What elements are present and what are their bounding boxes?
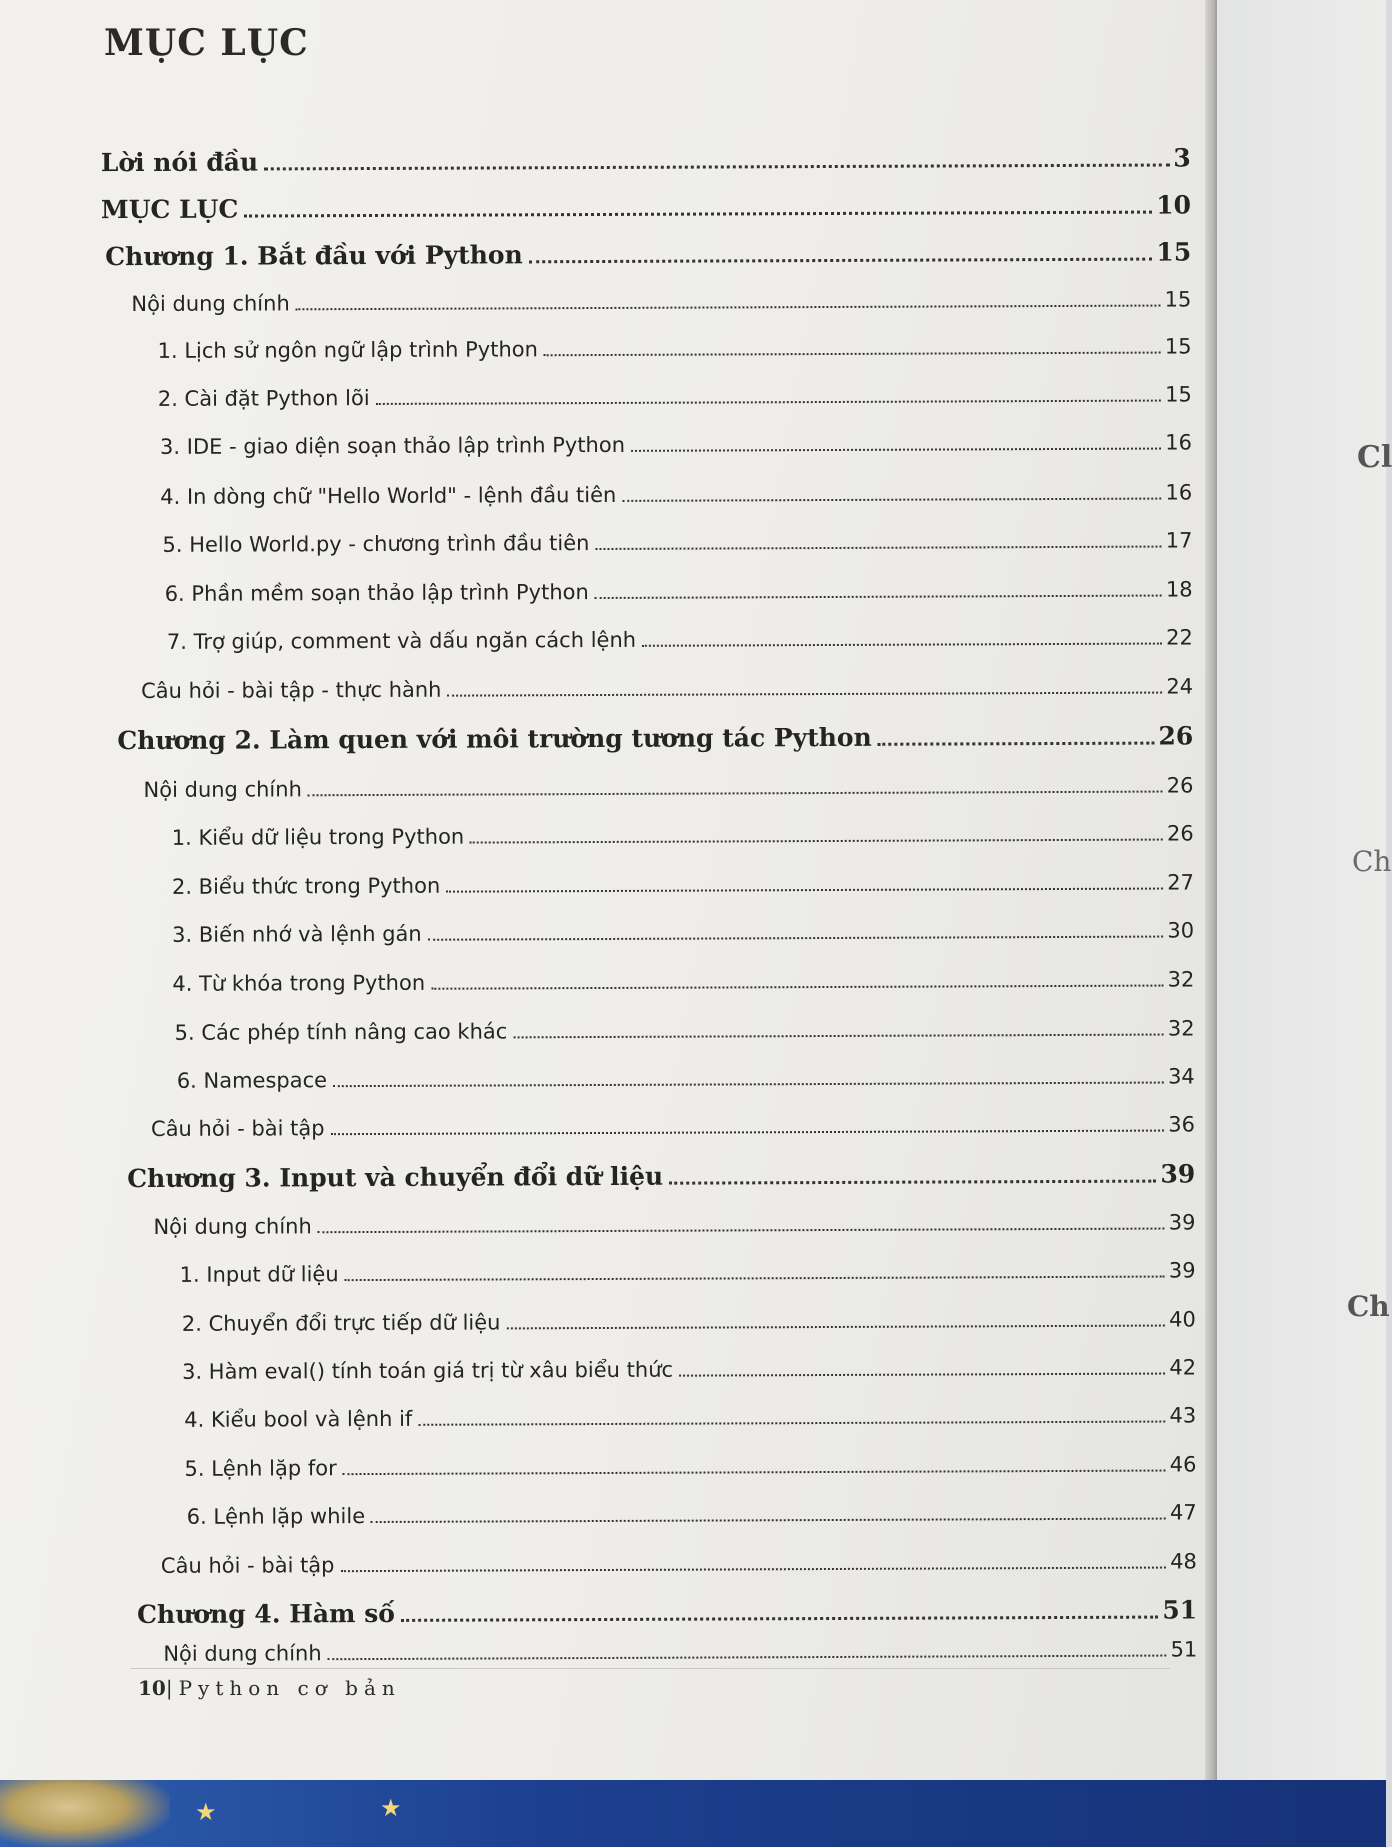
toc-entry-label: 4. Từ khóa trong Python xyxy=(172,970,426,996)
toc-entry-main-content xyxy=(143,773,1193,802)
toc-entry-page: 26 xyxy=(1166,821,1194,846)
toc-entry-page: 26 xyxy=(1166,773,1194,798)
star-icon: ★ xyxy=(195,1798,217,1826)
dot-leader xyxy=(331,1130,1165,1136)
toc-entry-label: 2. Chuyển đổi trực tiếp dữ liệu xyxy=(181,1310,501,1336)
toc-entry-section xyxy=(175,1016,1195,1044)
star-icon: ★ xyxy=(380,1794,402,1822)
toc-entry-page: 43 xyxy=(1169,1403,1197,1428)
toc-entry-page: 40 xyxy=(1169,1307,1196,1332)
toc-entry-page: 39 xyxy=(1168,1210,1196,1235)
dot-leader xyxy=(371,1518,1166,1523)
toc-entry-page: 39 xyxy=(1168,1258,1196,1283)
toc-entry-label: Nội dung chính xyxy=(131,291,290,317)
dot-leader xyxy=(340,1567,1166,1573)
toc-entry-label: Chương 1. Bắt đầu với Python xyxy=(105,240,523,272)
toc-entry-section xyxy=(182,1355,1196,1383)
toc-entry-section xyxy=(160,430,1192,459)
toc-entry-page: 10 xyxy=(1156,190,1192,220)
toc-entry-exercises xyxy=(141,674,1193,703)
toc-entry-label: Chương 4. Hàm số xyxy=(137,1598,395,1630)
toc-entry-label: 7. Trợ giúp, comment và dấu ngăn cách lệnh xyxy=(166,627,637,654)
dot-leader xyxy=(328,1655,1167,1661)
toc-entry-label: Lời nói đầu xyxy=(100,147,259,178)
toc-entry-toc xyxy=(101,190,1191,224)
toc-entry-label: 4. Kiểu bool và lệnh if xyxy=(184,1406,413,1432)
dot-leader xyxy=(631,448,1161,452)
toc-entry-chapter-1 xyxy=(105,237,1191,271)
toc-entry-section xyxy=(162,528,1192,556)
toc-entry-page: 3 xyxy=(1173,143,1191,173)
toc-entry-section xyxy=(184,1452,1196,1480)
dot-leader xyxy=(622,498,1161,502)
dot-leader xyxy=(447,692,1162,697)
toc-entry-page: 46 xyxy=(1169,1452,1197,1477)
toc-entry-section xyxy=(172,821,1194,849)
toc-entry-section xyxy=(167,625,1193,653)
toc-entry-label: 4. In dòng chữ "Hello World" - lệnh đầu tiên xyxy=(160,482,617,509)
toc-entry-label: 6. Lệnh lặp while xyxy=(186,1504,366,1529)
dot-leader xyxy=(679,1373,1165,1377)
toc-entry-chapter-3 xyxy=(127,1159,1195,1193)
dot-leader xyxy=(470,839,1163,844)
toc-entry-page: 48 xyxy=(1170,1549,1197,1574)
toc-entry-section xyxy=(184,1403,1196,1431)
dot-leader xyxy=(308,791,1163,797)
dot-leader xyxy=(513,1034,1164,1039)
dot-leader xyxy=(878,742,1155,746)
toc-entry-page: 32 xyxy=(1167,1016,1195,1041)
dot-leader xyxy=(595,595,1162,599)
dot-leader xyxy=(446,888,1163,893)
toc-entry-section xyxy=(160,480,1192,509)
dot-leader xyxy=(333,1082,1164,1088)
toc-entry-section xyxy=(158,334,1192,363)
toc-entry-label: 5. Lệnh lặp for xyxy=(184,1456,337,1481)
toc-entry-page: 17 xyxy=(1165,528,1193,553)
toc-entry-chapter-2 xyxy=(117,721,1193,755)
toc-entry-exercises xyxy=(151,1112,1195,1141)
dot-leader xyxy=(418,1421,1165,1426)
dot-leader xyxy=(669,1180,1156,1185)
dot-leader xyxy=(264,164,1169,171)
toc-entry-label: Chương 3. Input và chuyển đổi dữ liệu xyxy=(127,1161,664,1194)
toc-entry-label: Câu hỏi - bài tập - thực hành xyxy=(141,677,442,704)
dot-leader xyxy=(642,643,1162,647)
toc-entry-page: 15 xyxy=(1164,334,1192,359)
dot-leader xyxy=(544,352,1161,357)
toc-entry-section xyxy=(180,1258,1196,1286)
toc-entry-page: 42 xyxy=(1169,1355,1197,1380)
dot-leader xyxy=(345,1276,1165,1282)
toc-entry-label: Câu hỏi - bài tập xyxy=(160,1553,335,1578)
toc-entry-page: 24 xyxy=(1166,674,1194,699)
dot-leader xyxy=(244,211,1152,218)
toc-entry-page: 30 xyxy=(1167,918,1195,943)
toc-entry-page: 18 xyxy=(1165,577,1193,602)
toc-entry-label: 1. Kiểu dữ liệu trong Python xyxy=(171,824,465,850)
toc-entry-label: Nội dung chính xyxy=(153,1214,312,1239)
page-title: MỤC LỤC xyxy=(104,22,309,64)
toc-entry-page: 15 xyxy=(1165,382,1192,407)
toc-entry-page: 39 xyxy=(1160,1159,1196,1189)
toc-entry-page: 22 xyxy=(1166,625,1193,650)
toc-entry-page: 47 xyxy=(1169,1500,1197,1525)
toc-entry-label: 1. Input dữ liệu xyxy=(179,1262,339,1287)
adjacent-page-fragment: Ch xyxy=(1352,845,1392,878)
footer-divider xyxy=(130,1668,1170,1669)
toc-entry-label: Nội dung chính xyxy=(143,777,302,802)
toc-entry-section xyxy=(187,1500,1197,1528)
toc-entry-label: 5. Các phép tính nâng cao khác xyxy=(174,1019,508,1045)
dot-leader xyxy=(595,546,1161,550)
toc-entry-page: 16 xyxy=(1165,480,1193,505)
toc-entry-label: 5. Hello World.py - chương trình đầu tiên xyxy=(162,531,590,557)
dot-leader xyxy=(428,936,1164,941)
toc-entry-page: 15 xyxy=(1156,237,1192,267)
dot-leader xyxy=(343,1470,1166,1476)
toc-entry-label: 2. Biểu thức trong Python xyxy=(171,873,441,899)
adjacent-page-fragment: Ch xyxy=(1347,1290,1390,1323)
toc-entry-label: 3. Biến nhớ và lệnh gán xyxy=(172,921,422,947)
toc-entry-main-content xyxy=(153,1210,1195,1239)
toc-entry-section xyxy=(172,870,1194,898)
toc-entry-page: 36 xyxy=(1168,1112,1196,1137)
toc-entry-label: 6. Phần mềm soạn thảo lập trình Python xyxy=(164,580,589,606)
toc-entry-page: 51 xyxy=(1162,1595,1198,1625)
toc-entry-label: Chương 2. Làm quen với môi trường tương tác Python xyxy=(117,722,872,756)
toc-entry-chapter-4 xyxy=(137,1595,1197,1629)
toc-entry-section xyxy=(158,382,1192,411)
toc-entry-page: 34 xyxy=(1167,1064,1195,1089)
dot-leader xyxy=(401,1616,1158,1622)
dot-leader xyxy=(318,1228,1165,1234)
toc-entry-label: Nội dung chính xyxy=(163,1641,322,1666)
toc-entry-main-content xyxy=(131,287,1191,316)
toc-entry-section xyxy=(172,967,1194,995)
page-footer xyxy=(138,1676,401,1700)
toc-entry-section xyxy=(165,577,1193,605)
toc-entry-page: 32 xyxy=(1167,967,1195,992)
toc-entry-label: 6. Namespace xyxy=(176,1068,328,1093)
toc-entry-page: 27 xyxy=(1167,870,1194,895)
toc-entry-label: 2. Cài đặt Python lõi xyxy=(157,386,370,411)
footer-book-title: Python cơ bản xyxy=(178,1676,401,1700)
toc-entry-section xyxy=(177,1064,1195,1092)
toc-entry-label: 1. Lịch sử ngôn ngữ lập trình Python xyxy=(157,337,538,363)
footer-page-number: 10 xyxy=(138,1676,166,1700)
toc-entry-label: 3. IDE - giao diện soạn thảo lập trình Python xyxy=(159,432,626,459)
adjacent-page-fragment: Cl xyxy=(1357,440,1392,475)
book-cover-edge xyxy=(0,1780,1386,1847)
toc-entry-page: 51 xyxy=(1170,1637,1198,1662)
footer-separator: | xyxy=(165,1676,179,1700)
adjacent-page xyxy=(1217,0,1392,1795)
toc-entry-label: 3. Hàm eval() tính toán giá trị từ xâu biểu thức xyxy=(182,1357,674,1384)
toc-entry-exercises xyxy=(161,1549,1197,1578)
toc-entry-page: 16 xyxy=(1165,430,1193,455)
toc-entry-preface xyxy=(101,143,1191,177)
dot-leader xyxy=(529,258,1153,264)
toc-entry-page: 15 xyxy=(1164,287,1192,312)
cover-decoration xyxy=(0,1780,170,1847)
dot-leader xyxy=(506,1325,1165,1330)
toc-entry-label: Câu hỏi - bài tập xyxy=(150,1116,325,1141)
toc-entry-label: MỤC LỤC xyxy=(100,194,239,225)
dot-leader xyxy=(431,985,1164,990)
toc-entry-section xyxy=(182,1307,1196,1335)
toc-entry-page: 26 xyxy=(1158,721,1194,751)
toc-entry-main-content xyxy=(163,1637,1197,1666)
dot-leader xyxy=(296,305,1161,311)
toc-entry-section xyxy=(172,918,1194,946)
page-gutter-shadow xyxy=(1205,0,1217,1780)
dot-leader xyxy=(376,400,1161,405)
